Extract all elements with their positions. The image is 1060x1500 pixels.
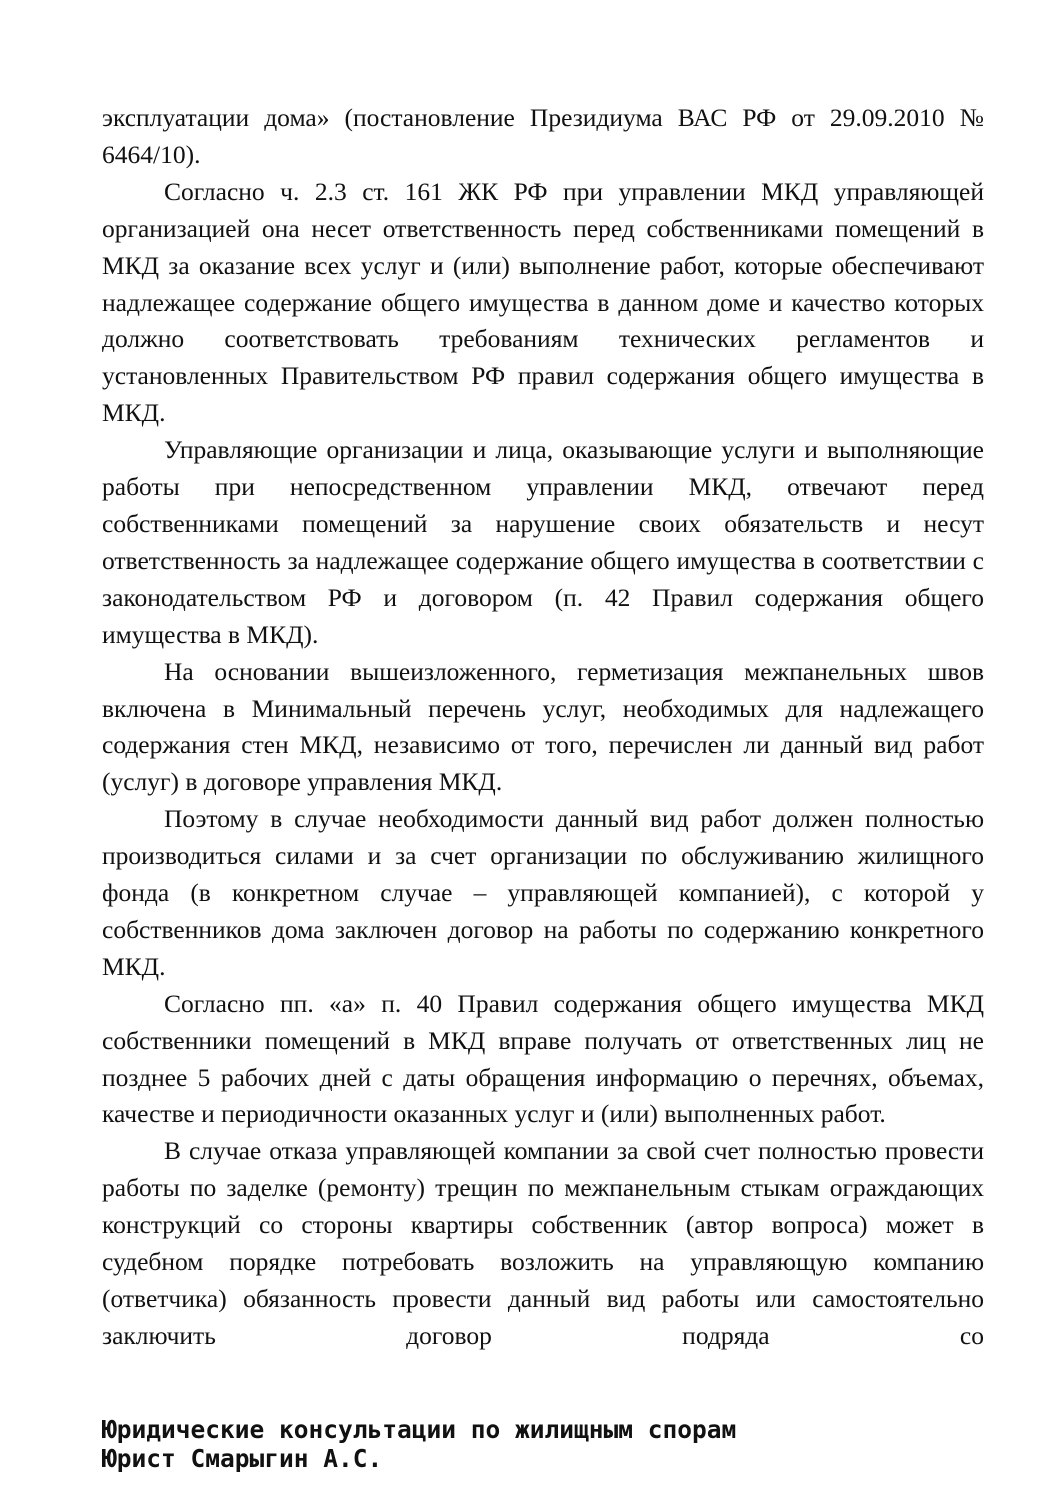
paragraph-direct-management-liability: Управляющие организации и лица, оказывающие услуги и выполняющие работы при непосредственном управлении МКД, отвечают перед собственниками помещений за нарушение своих обязательств и несут ответственность за надлежащее содержание общего имущества в соответствии с законодательством РФ и договором (п. 42 Правил содержания общего имущества в МКД). [102,435,984,649]
document-body [102,100,984,1355]
footer-lawyer-name: Юрист Смарыгин А.С. [102,1444,383,1473]
paragraph-works-by-organization: Поэтому в случае необходимости данный вид работ должен полностью производиться силами и за счет организации по обслуживанию жилищного фонда (в конкретном случае – управляющей компанией), с которой у собственников дома заключен договор на работы по содержанию конкретного МКД. [102,804,984,981]
paragraph-responsibility-of-management: Согласно ч. 2.3 ст. 161 ЖК РФ при управлении МКД управляющей организацией она несет ответственность перед собственниками помещений в МКД за оказание всех услуг и (или) выполнение работ, которые обеспечивают надлежащее содержание общего имущества в данном доме и качество которых должно соответствовать требованиям технических регламентов и установленных Правительством РФ правил содержания общего имущества в МКД. [102,176,984,428]
footer-service-line: Юридические консультации по жилищным спорам [102,1415,737,1444]
paragraph-sealing-seams: На основании вышеизложенного, герметизация межпанельных швов включена в Минимальный перечень услуг, необходимых для надлежащего содержания стен МКД, независимо от того, перечислен ли данный вид работ (услуг) в договоре управления МКД. [102,656,984,797]
footer-signature [102,1415,1002,1473]
paragraph-owners-right-to-information: Согласно пп. «а» п. 40 Правил содержания общего имущества МКД собственники помещений в МКД вправе получать от ответственных лиц не позднее 5 рабочих дней с даты обращения информацию о перечнях, объемах, качестве и периодичности оказанных услуг и (или) выполненных работ. [102,988,984,1129]
paragraph-continuation: эксплуатации дома» (постановление Президиума ВАС РФ от 29.09.2010 № 6464/10). [102,103,984,169]
paragraph-refusal-court: В случае отказа управляющей компании за свой счет полностью провести работы по заделке (ремонту) трещин по межпанельным стыкам ограждающих конструкций со стороны квартиры собственник (автор вопроса) может в судебном порядке потребовать возложить на управляющую компанию (ответчика) обязанность провести данный вид работы или самостоятельно заключить договор подряда со [102,1136,984,1350]
